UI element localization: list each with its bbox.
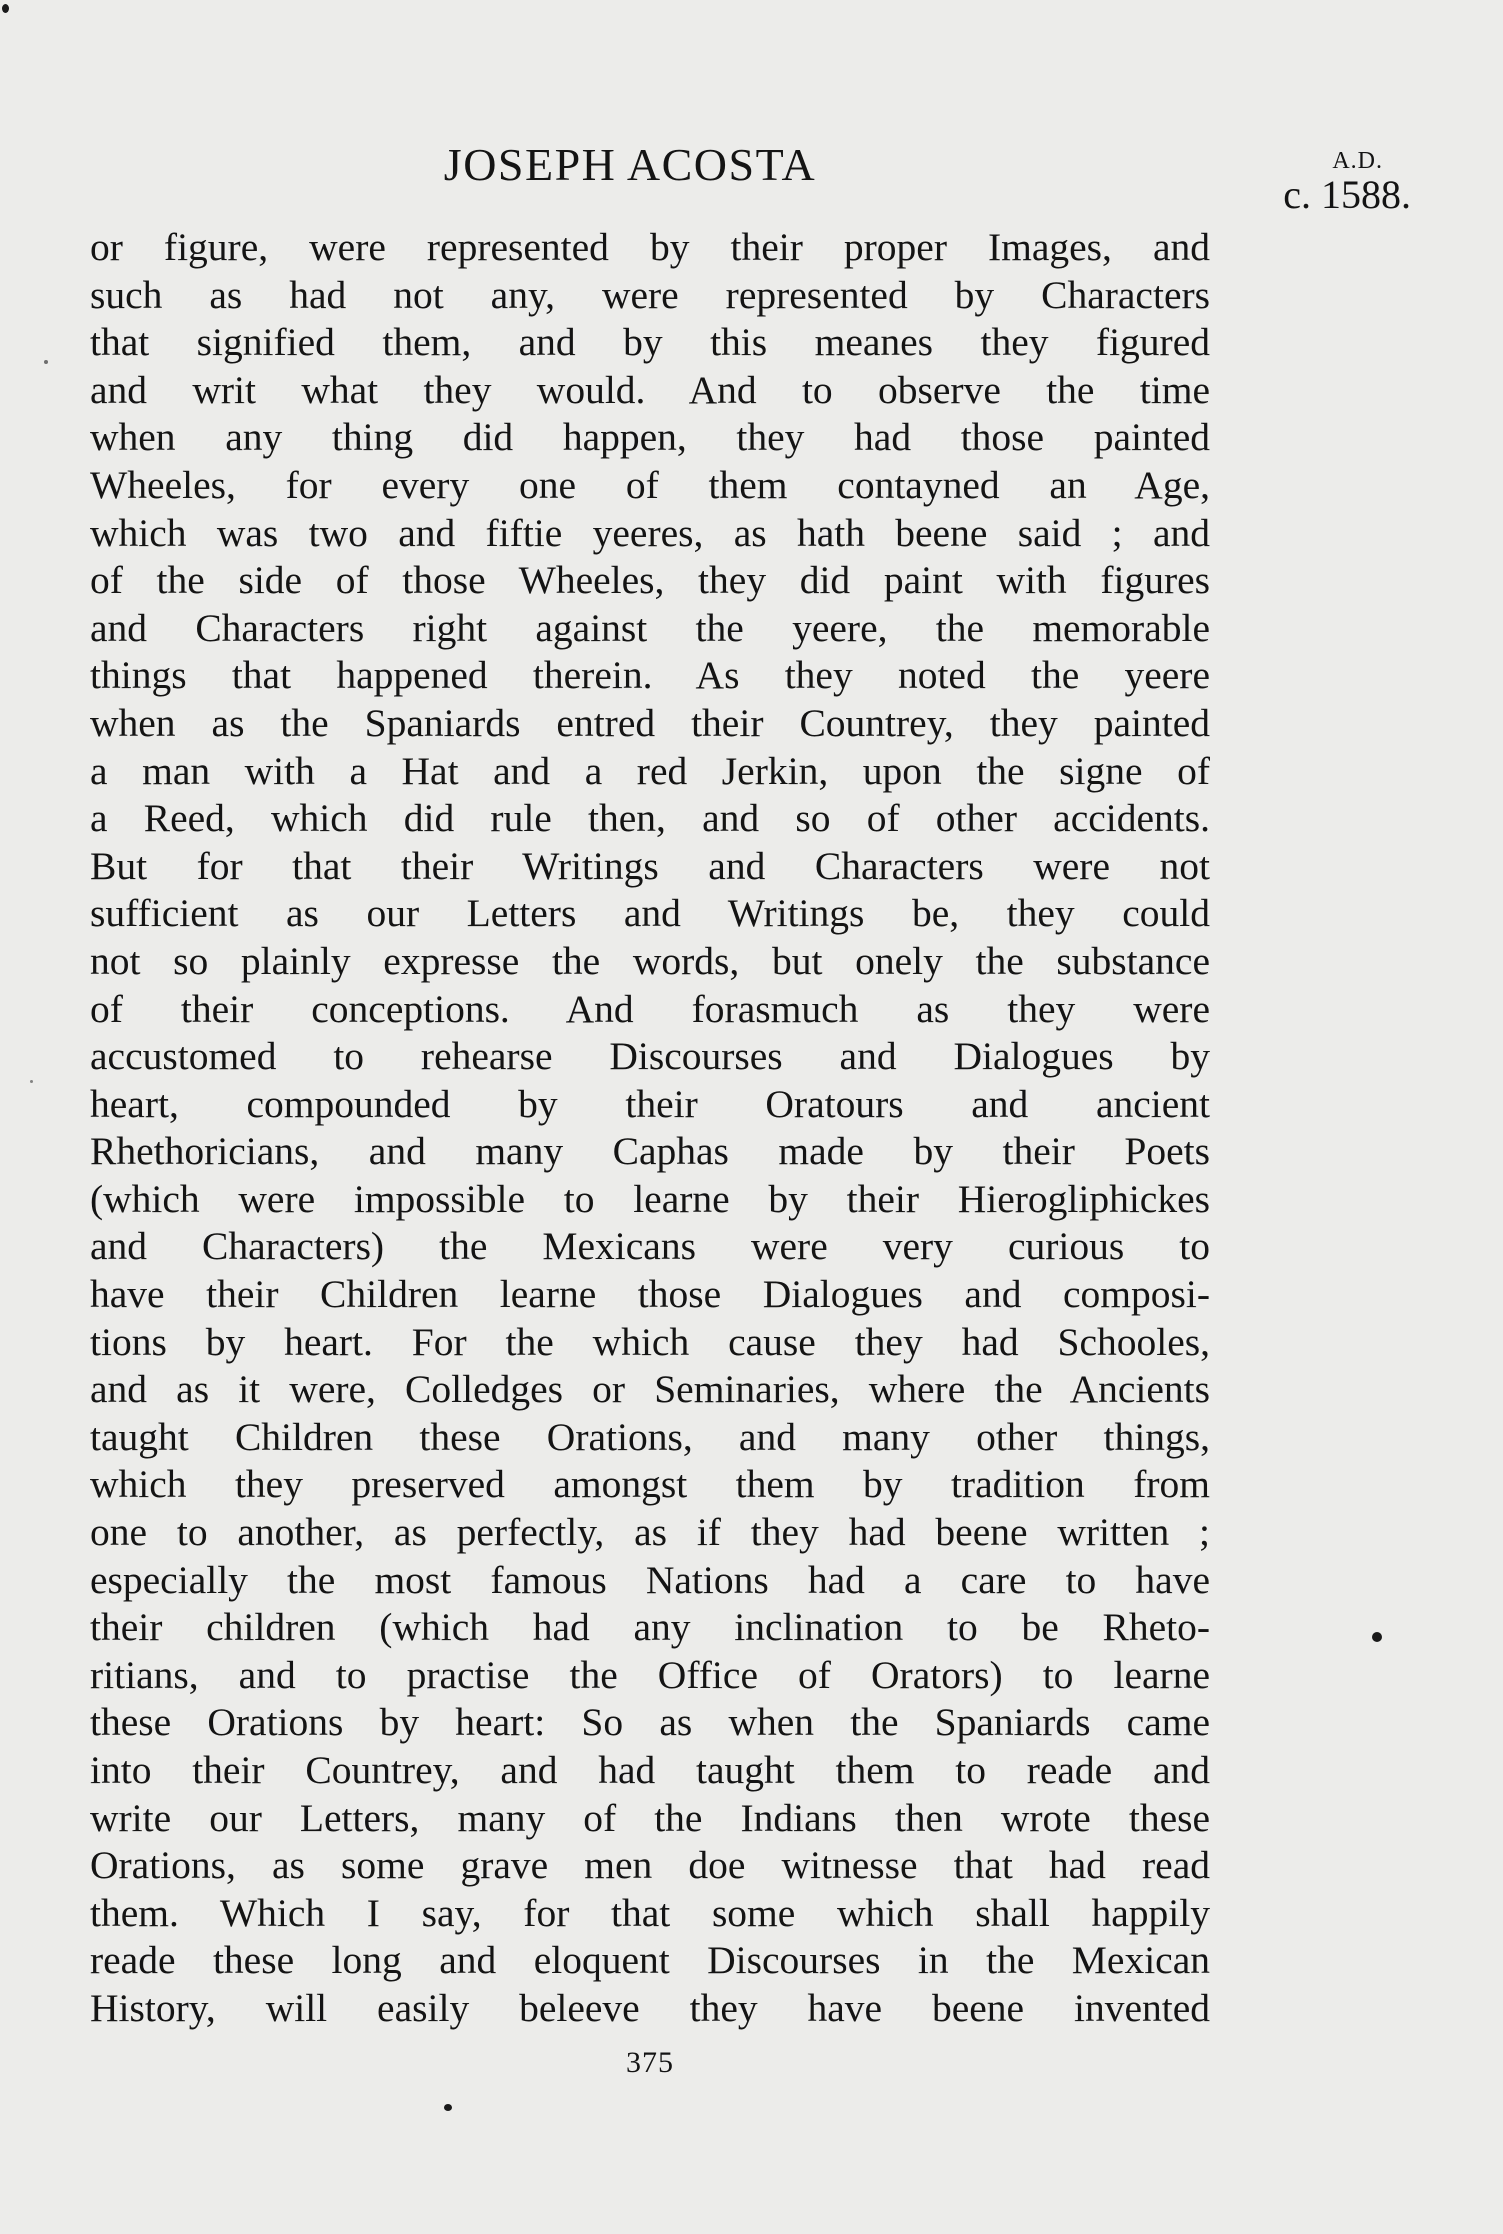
text-line: But for that their Writings and Characters were not <box>90 843 1210 888</box>
text-line: one to another, as perfectly, as if they had beene written ; <box>90 1510 1210 1555</box>
text-line: a man with a Hat and a red Jerkin, upon the signe of <box>90 748 1210 793</box>
ink-speck <box>30 1080 33 1083</box>
text-line: and Characters) the Mexicans were very curious to <box>90 1224 1210 1269</box>
text-line: or figure, were represented by their proper Images, and <box>90 225 1210 269</box>
page-number: 375 <box>626 2046 674 2079</box>
text-line: and Characters right against the yeere, the memorable <box>90 605 1210 650</box>
text-line: accustomed to rehearse Discourses and Dialogues by <box>90 1034 1210 1079</box>
text-line: things that happened therein. As they noted the yeere <box>90 653 1210 698</box>
text-line: Wheeles, for every one of them contayned an Age, <box>90 462 1210 507</box>
marginal-year: c. 1588. <box>1283 172 1411 217</box>
text-line: these Orations by heart: So as when the Spaniards came <box>90 1700 1210 1745</box>
text-line: not so plainly expresse the words, but onely the substance <box>90 938 1210 983</box>
text-line: and as it were, Colledges or Seminaries, where the Ancients <box>90 1367 1210 1412</box>
text-line: of the side of those Wheeles, they did paint with figures <box>90 558 1210 603</box>
text-line: ritians, and to practise the Office of Orators) to learne <box>90 1652 1210 1697</box>
text-line: which they preserved amongst them by tradition from <box>90 1462 1210 1507</box>
text-line: taught Children these Orations, and many other things, <box>90 1414 1210 1459</box>
text-line: tions by heart. For the which cause they had Schooles, <box>90 1319 1210 1364</box>
text-line: and writ what they would. And to observe the time <box>90 367 1210 412</box>
text-line: History, will easily beleeve they have beene invented <box>90 1985 1210 2030</box>
ink-speck <box>444 2104 452 2111</box>
text-line: reade these long and eloquent Discourses in the Mexican <box>90 1938 1210 1983</box>
text-line: into their Countrey, and had taught them to reade and <box>90 1748 1210 1792</box>
ink-speck <box>2 4 9 13</box>
running-head-title: JOSEPH ACOSTA <box>443 139 817 190</box>
marginal-date <box>1283 148 1411 218</box>
body-text <box>90 224 1210 2033</box>
text-line: of their conceptions. And forasmuch as they were <box>90 986 1210 1031</box>
text-line: a Reed, which did rule then, and so of other accidents. <box>90 796 1210 841</box>
text-line: that signified them, and by this meanes they figured <box>90 320 1210 365</box>
text-line: when any thing did happen, they had those painted <box>90 415 1210 460</box>
text-line: write our Letters, many of the Indians then wrote these <box>90 1795 1210 1840</box>
text-line: Orations, as some grave men doe witnesse that had read <box>90 1843 1210 1888</box>
text-line: when as the Spaniards entred their Countrey, they painted <box>90 700 1210 745</box>
text-line: them. Which I say, for that some which shall happily <box>90 1890 1210 1935</box>
text-line: Rhethoricians, and many Caphas made by their Poets <box>90 1129 1210 1174</box>
marginal-era: A.D. <box>1332 148 1383 174</box>
text-line: such as had not any, were represented by Characters <box>90 272 1210 317</box>
text-line: heart, compounded by their Oratours and ancient <box>90 1081 1210 1126</box>
text-line: have their Children learne those Dialogues and composi- <box>90 1272 1210 1317</box>
text-line: (which were impossible to learne by their Hierogliphickes <box>90 1176 1210 1221</box>
ink-speck <box>1372 1632 1382 1642</box>
text-line: sufficient as our Letters and Writings be, they could <box>90 891 1210 936</box>
text-line: which was two and fiftie yeeres, as hath beene said ; and <box>90 510 1210 555</box>
text-line: their children (which had any inclination to be Rheto- <box>90 1605 1210 1650</box>
ink-speck <box>44 360 48 364</box>
text-line: especially the most famous Nations had a care to have <box>90 1557 1210 1602</box>
